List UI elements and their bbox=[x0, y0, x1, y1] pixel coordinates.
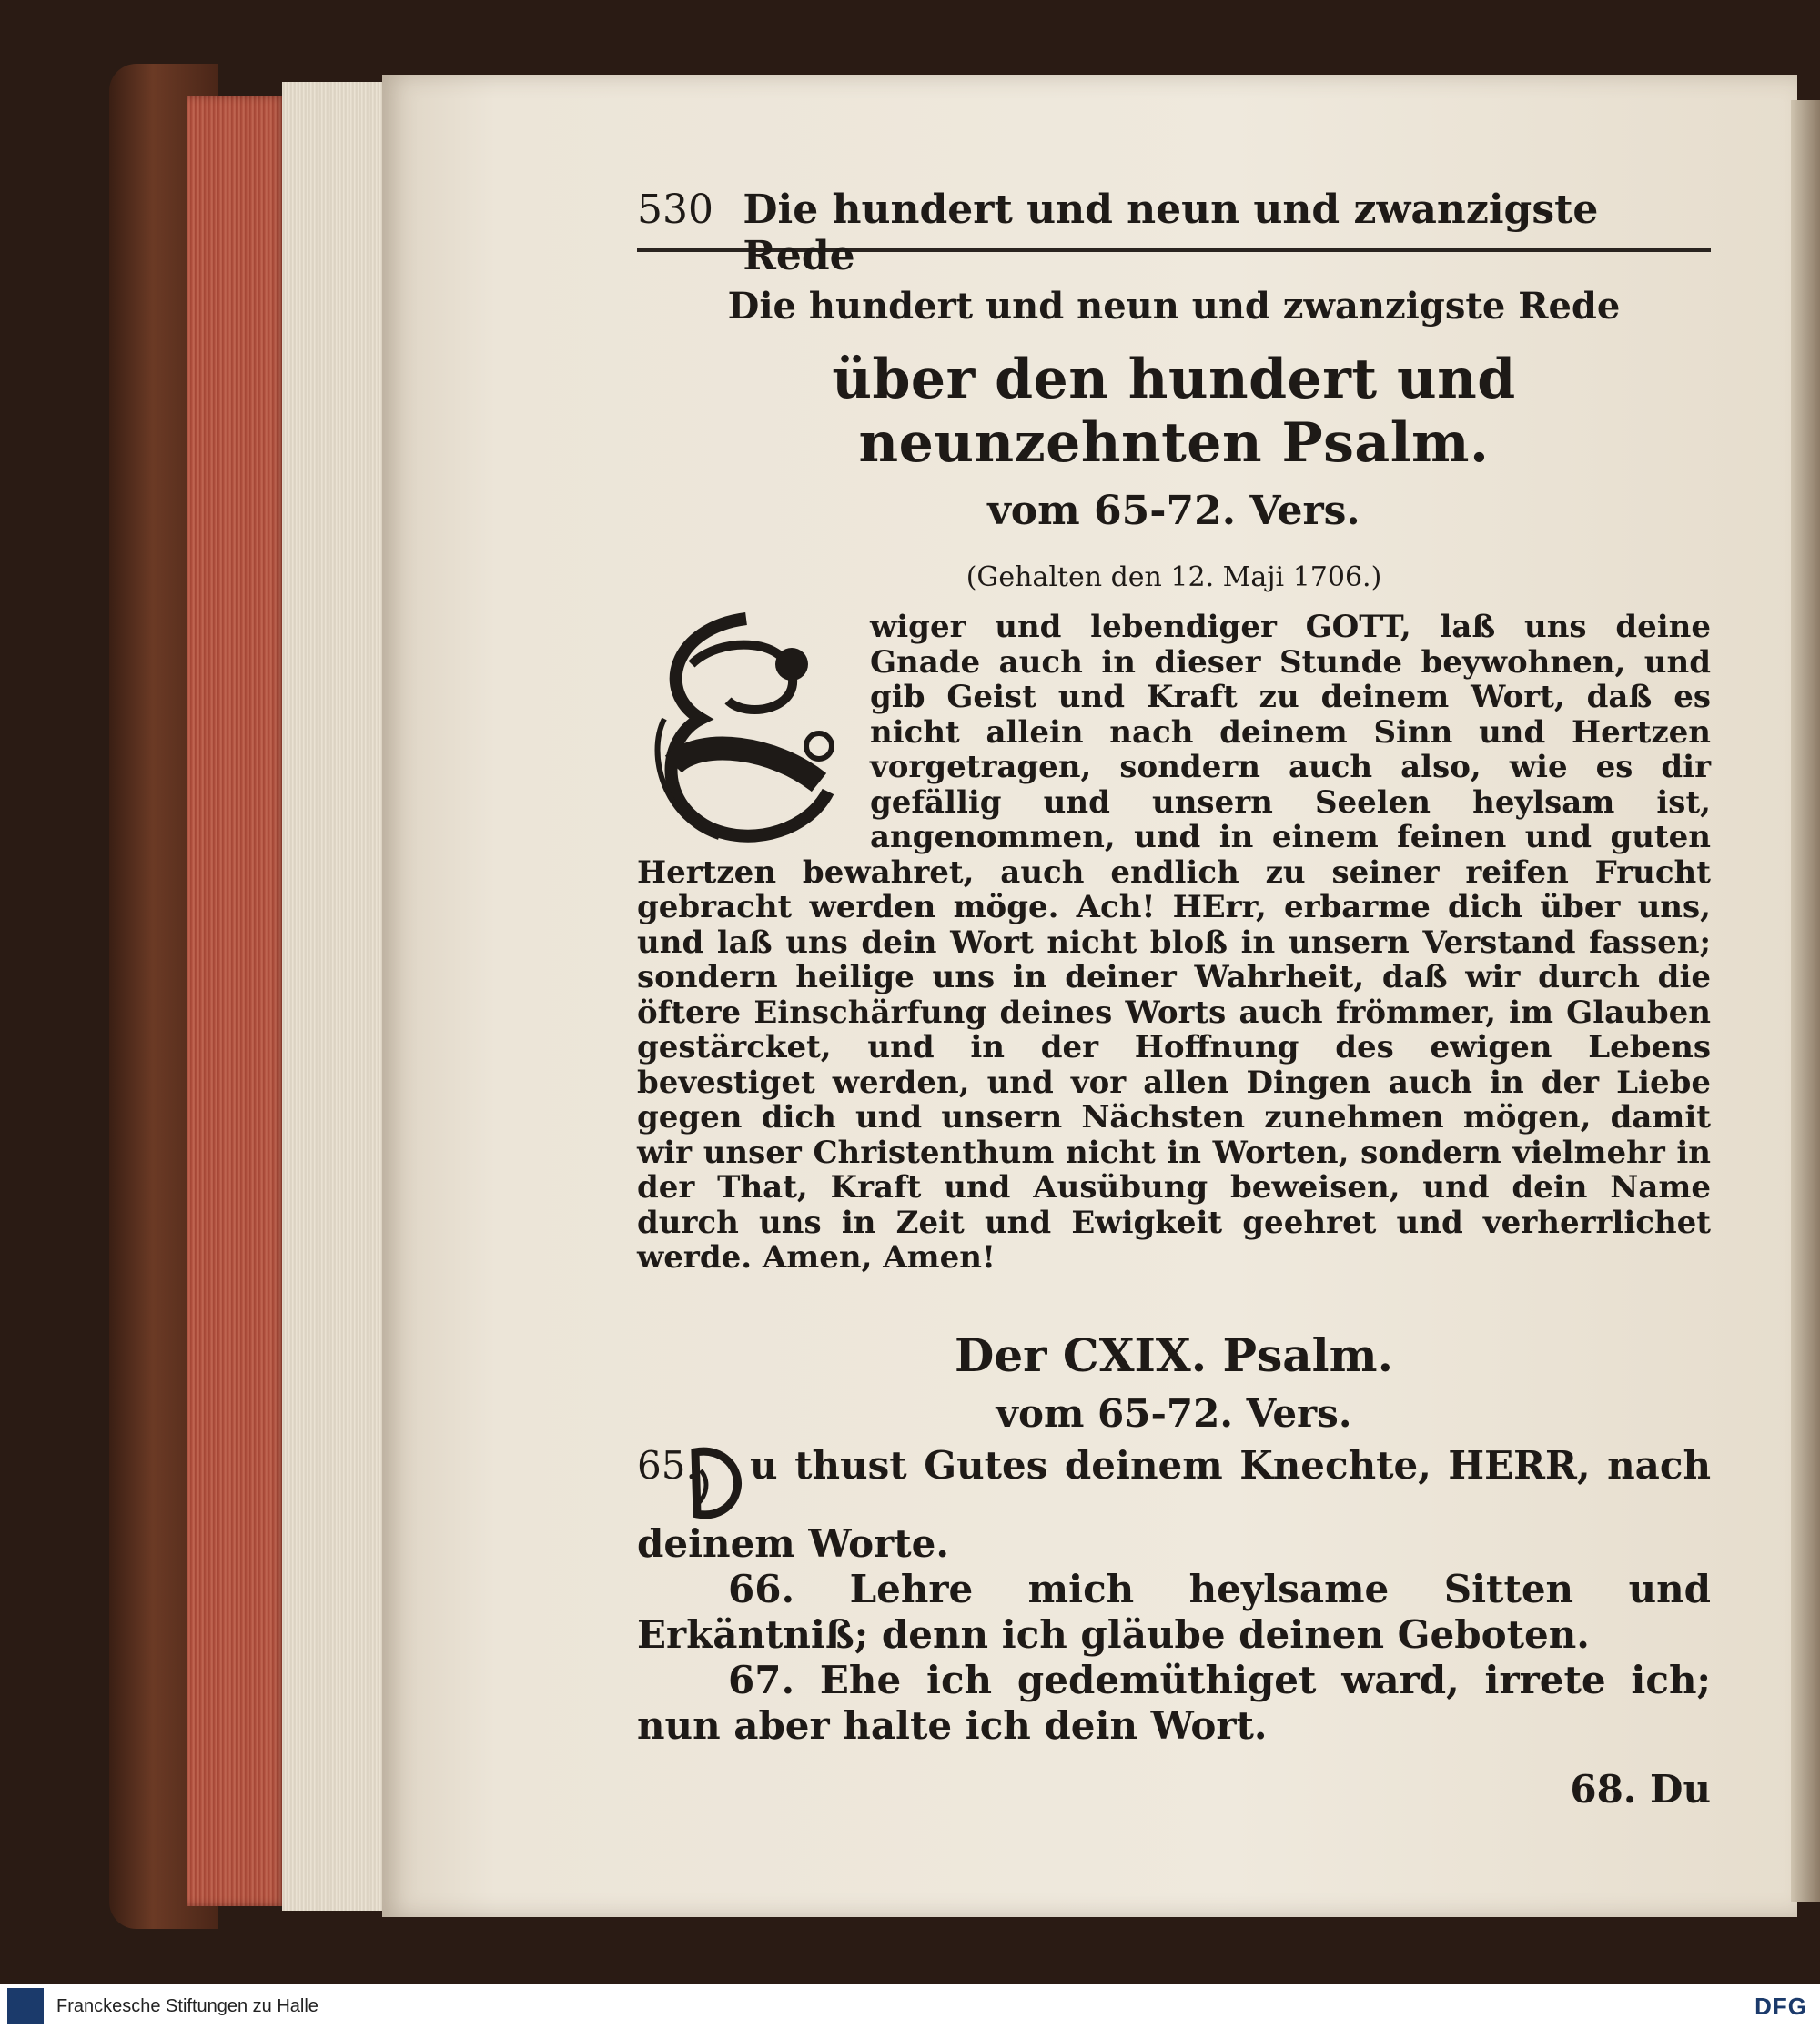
verse-number: 65. bbox=[637, 1442, 698, 1488]
viewer-footer bbox=[0, 1984, 1820, 2029]
psalm-verses-range: vom 65-72. Vers. bbox=[996, 1390, 1352, 1436]
verse-number: 67. bbox=[728, 1657, 795, 1702]
facing-page-edge bbox=[1791, 100, 1820, 1902]
prayer-paragraph bbox=[637, 610, 1711, 1276]
verse-text: Ehe ich gedemüthiget ward, irrete ich; nun aber halte ich dein Wort. bbox=[637, 1657, 1711, 1748]
sermon-date: (Gehalten den 12. Maji 1706.) bbox=[966, 561, 1382, 593]
page-number: 530 bbox=[637, 187, 713, 233]
verse-text: Lehre mich heylsame Sitten und Erkäntniß; denn ich gläube deinen Geboten. bbox=[637, 1566, 1712, 1657]
institution-name: Franckesche Stiftungen zu Halle bbox=[56, 1995, 318, 2016]
page-stack bbox=[282, 82, 382, 1911]
verse-65 bbox=[637, 1443, 1711, 1567]
psalm-verses bbox=[637, 1443, 1711, 1749]
sermon-subtitle: über den hundert und neunzehnten Psalm. bbox=[832, 348, 1516, 475]
sermon-verses: vom 65-72. Vers. bbox=[987, 488, 1360, 534]
dfg-badge: DFG bbox=[1754, 1992, 1807, 2020]
verse-67 bbox=[637, 1658, 1711, 1749]
running-title: Die hundert und neun und zwanzigste Rede bbox=[743, 187, 1599, 279]
text-block bbox=[637, 187, 1711, 1812]
verse-text: u thust Gutes deinem Knechte, HERR, nach deinem Worte. bbox=[637, 1442, 1711, 1566]
catchword: 68. Du bbox=[1570, 1766, 1711, 1812]
red-page-edges bbox=[187, 96, 287, 1906]
psalm-title: Der CXIX. Psalm. bbox=[955, 1327, 1393, 1382]
verse-number: 66. bbox=[728, 1566, 795, 1611]
decorated-initial-d-icon bbox=[688, 1443, 744, 1521]
institution-logo-icon bbox=[7, 1988, 44, 2024]
running-head bbox=[637, 187, 1711, 279]
prayer-text: wiger und lebendiger GOTT, laß uns deine Gnade auch in dieser Stunde beywohnen, und gib Geist und Kraft zu deinem Wort, daß es nicht allein nach deinem Sinn und Hertzen vorgetragen, sondern auch also, wie es dir gefällig und unsern Seelen heylsam ist, angenommen, und in einem feinen und guten Hertzen bewahret, auch endlich zu seiner reifen Frucht gebracht werden möge. Ach! HErr, erbarme dich über uns, und laß uns dein Wort nicht bloß in unsern Verstand fassen; sondern heilige uns in deiner Wahrheit, daß wir durch die öftere Einschärfung deines Worts auch frömmer, im Glauben gestärcket, und in der Hoffnung des ewigen Lebens bevestiget werden, und vor allen Dingen auch in der Liebe gegen dich und unsern Nächsten zunehmen mögen, damit wir unser Christenthum nicht in Worten, sondern vielmehr in der That, Kraft und Ausübung beweisen, und dein Name durch uns in Zeit und Ewigkeit geehret und verherrlichet werde. Amen, Amen! bbox=[637, 609, 1711, 1276]
verse-66 bbox=[637, 1567, 1711, 1658]
decorated-initial-e-icon bbox=[637, 610, 854, 853]
sermon-title: Die hundert und neun und zwanzigste Rede bbox=[727, 285, 1621, 328]
